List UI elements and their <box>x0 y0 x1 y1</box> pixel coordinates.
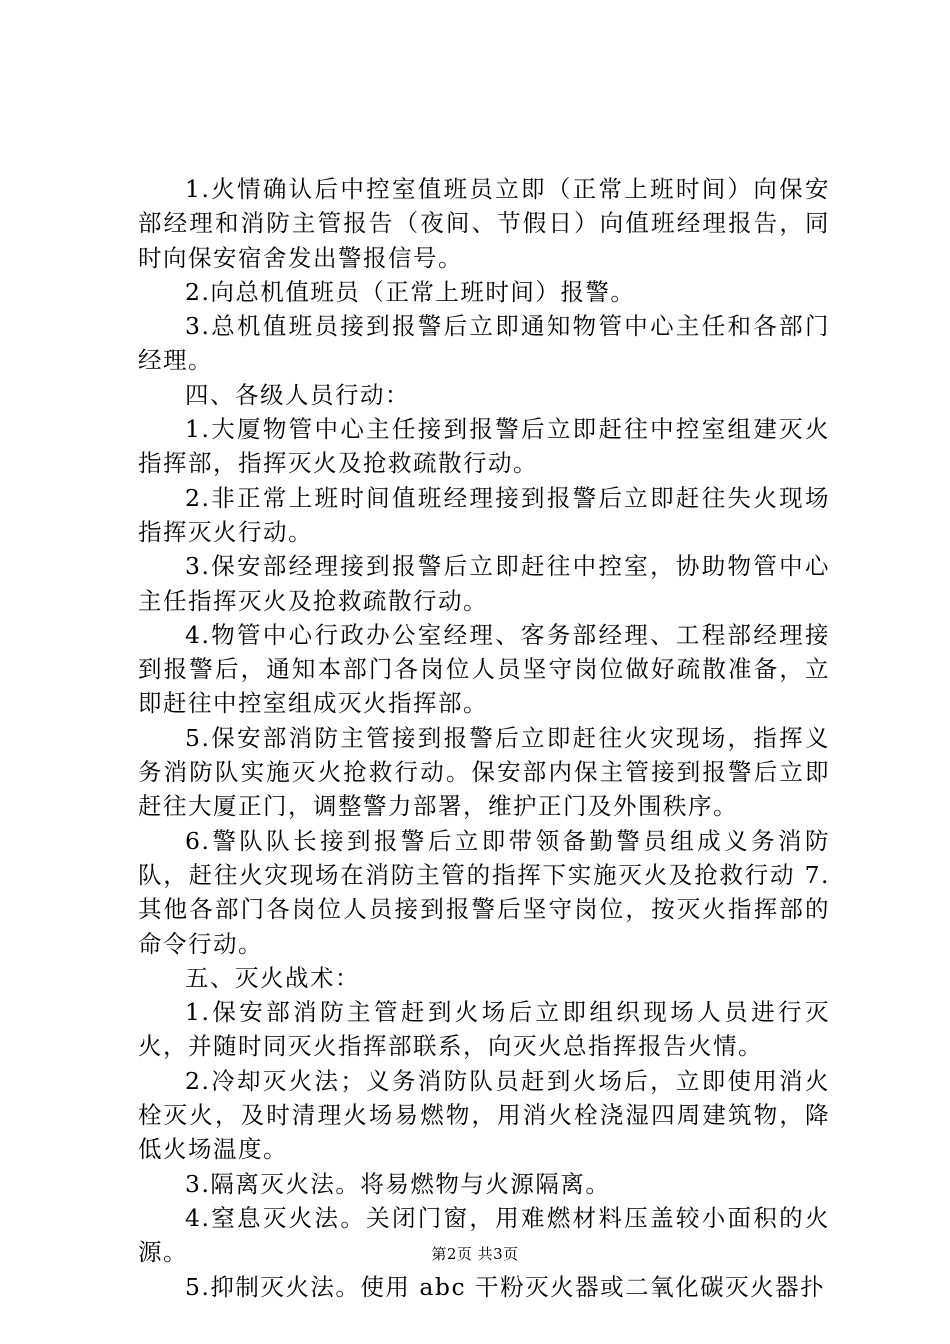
paragraph-alarm-1: 1.火情确认后中控室值班员立即（正常上班时间）向保安部经理和消防主管报告（夜间、节假日）向值班经理报告，同时向保安宿舍发出警报信号。 <box>138 175 830 272</box>
paragraph-tactic-2: 2.冷却灭火法；义务消防队员赶到火场后，立即使用消火栓灭火，及时清理火场易燃物，用消火栓浇湿四周建筑物，降低火场温度。 <box>138 1066 830 1164</box>
paragraph-action-5: 5.保安部消防主管接到报警后立即赶往火灾现场，指挥义务消防队实施灭火抢救行动。保安部内保主管接到报警后立即赶往大厦正门，调整警力部署，维护正门及外围秩序。 <box>138 723 830 821</box>
paragraph-action-4: 4.物管中心行政办公室经理、客务部经理、工程部经理接到报警后，通知本部门各岗位人员坚守岗位做好疏散准备，立即赶往中控室组成灭火指挥部。 <box>138 620 830 718</box>
page-footer: 第2页 共3页 <box>431 1245 519 1263</box>
paragraph-alarm-2: 2.向总机值班员（正常上班时间）报警。 <box>185 277 636 306</box>
paragraph-action-1: 1.大厦物管中心主任接到报警后立即赶往中控室组建灭火指挥部，指挥灭火及抢救疏散行动。 <box>138 415 830 478</box>
paragraph-tactic-4: 4.窒息灭火法。关闭门窗，用难燃材料压盖较小面积的火源。 <box>138 1203 830 1267</box>
paragraph-alarm-3: 3.总机值班员接到报警后立即通知物管中心主任和各部门经理。 <box>138 312 830 375</box>
paragraph-tactic-1: 1.保安部消防主管赶到火场后立即组织现场人员进行灭火，并随时同灭火指挥部联系，向灭火总指挥报告火情。 <box>138 998 830 1061</box>
paragraph-tactic-5: 5.抑制灭火法。使用 abc 干粉灭火器或二氧化碳灭火器扑 <box>185 1272 826 1301</box>
paragraph-action-3: 3.保安部经理接到报警后立即赶往中控室，协助物管中心主任指挥灭火及抢救疏散行动。 <box>138 552 830 615</box>
document-body <box>138 172 830 1304</box>
section-heading-personnel-actions: 四、各级人员行动： <box>185 380 410 409</box>
paragraph-action-2: 2.非正常上班时间值班经理接到报警后立即赶往失火现场指挥灭火行动。 <box>138 483 830 546</box>
section-heading-firefighting-tactics: 五、灭火战术： <box>185 963 360 992</box>
paragraph-tactic-3: 3.隔离灭火法。将易燃物与火源隔离。 <box>185 1169 611 1198</box>
paragraph-action-6: 6.警队队长接到报警后立即带领备勤警员组成义务消防队，赶往火灾现场在消防主管的指挥下实施灭火及抢救行动 7.其他各部门各岗位人员接到报警后坚守岗位，按灭火指挥部的命令行动。 <box>138 826 830 958</box>
